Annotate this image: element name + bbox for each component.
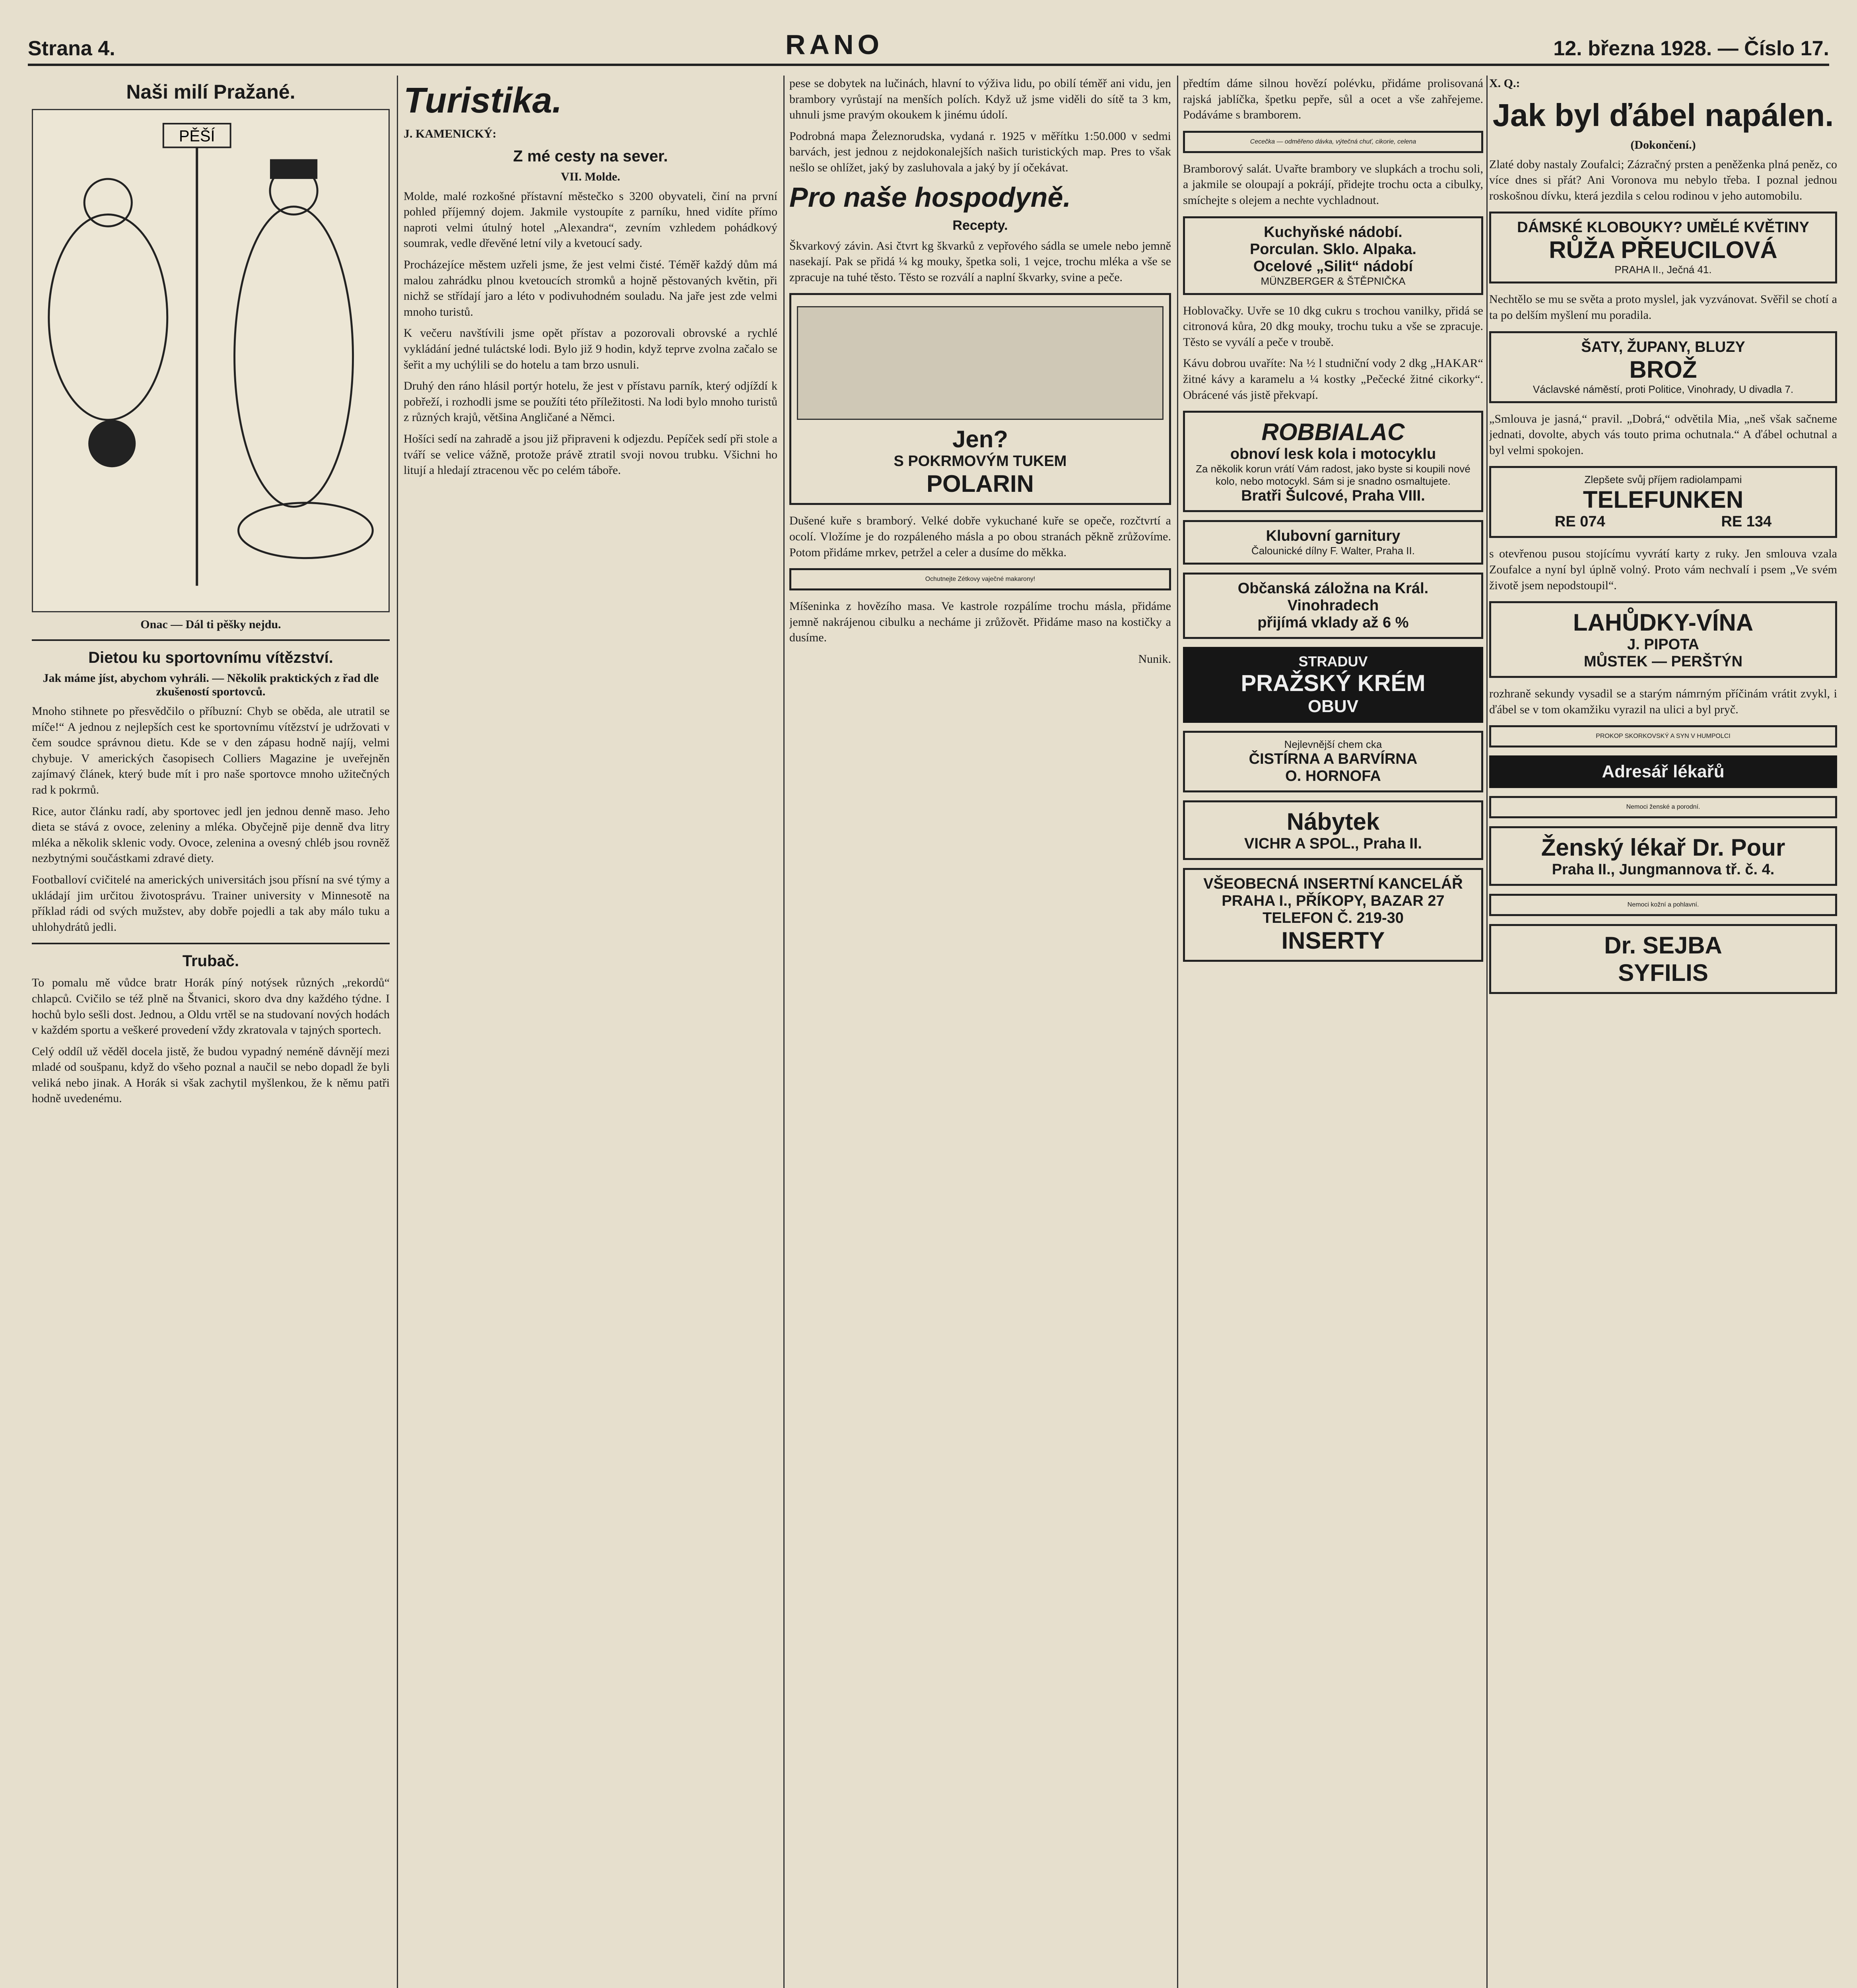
ad-cecka: Cecečka — odměřeno dávka, výtečná chuť, cikorie, celena: [1183, 131, 1483, 153]
article-headline: Z mé cesty na sever.: [513, 147, 668, 165]
ad-line: TELEFUNKEN: [1583, 486, 1744, 513]
ad-line: Občanská záložna na Král. Vinohradech: [1237, 580, 1429, 614]
ad-line: STRADUV: [1298, 653, 1368, 670]
ad-pipota: [1489, 601, 1837, 678]
section-title: Turistika.: [404, 81, 562, 120]
section-title: Pro naše hospodyně.: [789, 181, 1071, 213]
ad-adresar-lekaru: Adresář lékařů: [1489, 755, 1837, 788]
ad-line: O. HORNOFA: [1285, 768, 1381, 785]
article-paragraph: „Smlouva je jasná,“ pravil. „Dobrá,“ odvětila Mia, „neš však sačneme jednati, dovolte, abych vás touto prima ochutnala.“ A ďábel ochutnal a byl velmi spokojen.: [1489, 412, 1837, 457]
article-paragraph: K večeru navštívili jsme opět přístav a pozorovali obrovské a rychlé vykládání jedné tuláctské lodi. Bylo již 9 hodin, když teprve zvolna začalo se šeřit a my uchýlili se do hotelu a tam brzo usnuli.: [404, 326, 777, 371]
ad-line: Porculan. Sklo. Alpaka.: [1250, 241, 1416, 258]
article-paragraph: pese se dobytek na lučinách, hlavní to výživa lidu, po obilí téměř ani vidu, jen brambory vyrůstají na menších polích. Když už jsme viděli do sítě ta 3 km, uhnuli jsme pravým okoukem k jinému údolí.: [789, 77, 1171, 122]
ad-line: Bratři Šulcové, Praha VIII.: [1241, 487, 1425, 505]
ad-line: přijímá vklady až 6 %: [1257, 614, 1409, 631]
article-headline: Jak byl ďábel napálen.: [1492, 97, 1834, 133]
ad-line: PRAHA II., Ječná 41.: [1614, 264, 1712, 276]
ad-line: LAHŮDKY-VÍNA: [1573, 609, 1754, 636]
ad-nabytek: [1183, 800, 1483, 860]
cartoon-caption: Onac — Dál ti pěšky nejdu.: [140, 618, 281, 631]
ad-line: PRAŽSKÝ KRÉM: [1241, 670, 1426, 697]
cartoon-illustration: [32, 109, 390, 612]
column-divider: [1177, 76, 1178, 1988]
ad-prazsky-krem: [1183, 647, 1483, 723]
article-author: J. KAMENICKÝ:: [404, 127, 497, 140]
ad-line: TELEFON Č. 219-30: [1263, 910, 1404, 927]
column-divider: [397, 76, 398, 1988]
ad-line: obnoví lesk kola i motocyklu: [1230, 446, 1436, 463]
article-headline: Dietou ku sportovnímu vítězství.: [88, 649, 333, 666]
ad-vseobecna: [1183, 868, 1483, 962]
issue-date: 12. března 1928. — Číslo 17.: [1553, 37, 1829, 60]
article-paragraph: rozhraně sekundy vysadil se a starým námrným příčinám vrátit zvykl, i ďábel se v tom okamžiku vyrazil na ulici a byl pryč.: [1489, 687, 1837, 716]
ad-line: Ocelové „Silit“ nádobí: [1253, 258, 1413, 275]
column-3: [789, 76, 1171, 1988]
ad-polarin-line: S POKRMOVÝM TUKEM: [894, 453, 1067, 470]
column-4: [1183, 76, 1483, 1988]
recipe-paragraph: Míšeninka z hovězího masa. Ve kastrole rozpálíme trochu másla, přidáme jemně nakrájenou cibulku a necháme ji zrůžovět. Přidáme maso na kostičky a dusíme.: [789, 600, 1171, 645]
ad-ruza-preucilova: [1489, 212, 1837, 283]
ad-line: RŮŽA PŘEUCILOVÁ: [1549, 237, 1777, 264]
article-paragraph: Celý oddíl už věděl docela jistě, že budou vypadný neméně dávnějí mezi mladé od soušpanu, když do všeho poznal a naučil se nebo dopadl že byli veliká nebo jinak. A Horák si však zachytil myšlenkou, že k němu patři hodně uvedenému.: [32, 1044, 390, 1105]
recipe-paragraph: Hoblovačky. Uvře se 10 dkg cukru s trochou vanilky, přidá se citronová kůra, 20 dkg mouky, trochu tuku a vše se zpracuje. Těsto se vyválí a peče v troubě.: [1183, 304, 1483, 349]
column-divider: [1486, 76, 1488, 1988]
section-subtitle: Recepty.: [952, 217, 1008, 233]
article-paragraph: Nechtělo se mu se světa a proto myslel, jak vyzvánovat. Svěřil se chotí a ta po delším myšlení mu poradila.: [1489, 293, 1837, 322]
article-paragraph: předtím dáme silnou hovězí polévku, přidáme prolisovaná rajská jablíčka, špetku pepře, sůl a ocet a vše zahřejeme. Podáváme s bramborem.: [1183, 77, 1483, 122]
ad-line: Nábytek: [1286, 808, 1380, 835]
divider: [32, 639, 390, 641]
article-paragraph: Hošíci sedí na zahradě a jsou již připraveni k odjezdu. Pepíček sedí při stole a tváří se velice vážně, protože právě ztratil svoji novou trubku. Všichni ho litují a hledají ztracenou věc po celém táboře.: [404, 432, 777, 477]
article-headline: Trubač.: [182, 952, 239, 970]
article-paragraph: Mnoho stihnete po přesvědčilo o příbuzní: Chyb se oběda, ale utratil se míče!“ A jednou z nejlepších cest ke sportovnímu vítězství je udržovati v čem soudce správnou dietu. Kde se v den zápasu hodně najíj, velmi chybuje. V amerických časopisech Colliers Magazine je uveřejněn zajímavý článek, který bude mít i pro naše sportovce mnoho užitečných rad k pokrmů.: [32, 705, 390, 796]
ad-line: Praha II., Jungmannova tř. č. 4.: [1552, 861, 1775, 878]
ad-model: RE 074: [1554, 513, 1605, 530]
ad-line: MÜNZBERGER & ŠTĚPNIČKA: [1261, 275, 1406, 287]
cartoon-title: Naši milí Pražané.: [126, 81, 295, 103]
page-header: [28, 28, 1829, 66]
ad-line: MŮSTEK — PERŠTÝN: [1583, 653, 1743, 670]
ad-line: INSERTY: [1281, 927, 1385, 954]
ad-line: Za několik korun vrátí Vám radost, jako byste si koupili nové kolo, nebo motocykl. Sám si je snadno osmaltujete.: [1196, 463, 1470, 487]
article-paragraph: Podrobná mapa Železnorudska, vydaná r. 1925 v měřítku 1:50.000 v sedmi barvách, jest jednou z nejdokonalejších našich turistických map. Pres to však nešlo se ohlížet, jaký by zasluhovala a jaký by jí očekávat.: [789, 129, 1171, 174]
ad-robbialac: [1183, 411, 1483, 512]
divider: [32, 943, 390, 944]
ad-line: Čalounické dílny F. Walter, Praha II.: [1251, 545, 1415, 557]
ad-dr-sejba: [1489, 924, 1837, 994]
ad-polarin: [789, 293, 1171, 505]
ad-dr-pour: [1489, 826, 1837, 886]
article-paragraph: Molde, malé rozkošné přístavní městečko s 3200 obyvateli, činí na první pohled příjemný dojem. Jakmile vystoupíte z parníku, hned vidíte přímo naproti velmi útulný hotel „Alexandra“, zevním vzhledem pohádkový soumrak, vedle dřevěné letní vily a kvetoucí sady.: [404, 189, 777, 250]
ad-polarin-slogan: Jen?: [952, 426, 1008, 453]
ad-skorkovsky: PROKOP SKORKOVSKÝ A SYN V HUMPOLCI: [1489, 725, 1837, 747]
ad-line: Dr. SEJBA: [1604, 932, 1722, 959]
ad-robbialac-brand: ROBBIALAC: [1261, 419, 1405, 446]
ad-polarin-brand: POLARIN: [927, 470, 1034, 497]
ad-broz: [1489, 331, 1837, 403]
article-subheadline: Jak máme jíst, abychom vyhráli. — Několik praktických z řad dle zkušeností sportovců.: [43, 672, 379, 698]
column-5: [1489, 76, 1837, 1988]
ad-walter: [1183, 520, 1483, 565]
ad-category: Nemoci ženské a porodní.: [1489, 796, 1837, 818]
ad-line: DÁMSKÉ KLOBOUKY? UMĚLÉ KVĚTINY: [1517, 219, 1809, 236]
recipe-paragraph: Škvarkový závin. Asi čtvrt kg škvarků z vepřového sádla se umele nebo jemně nasekají. Pak se přidá ¼ kg mouky, špetka soli, 1 vejce, trochu mléka a vše se zpracuje na tuhé těsto. Těsto se rozválí a naplní škvarky, svine a peče.: [789, 239, 1171, 284]
recipe-paragraph: Dušené kuře s bramborý. Velké dobře vykuchané kuře se opeče, rozčtvrtí a ocolí. Vložíme je do rozpáleného másla a po obou stranách pěkně zrůžovíme. Potom přidáme mrkev, petržel a celer a dusíme do měkka.: [789, 514, 1171, 559]
ad-line: J. PIPOTA: [1627, 636, 1699, 653]
ad-line: Nejlevnější chem cka: [1284, 738, 1382, 751]
ad-line: ČISTÍRNA A BARVÍRNA: [1249, 751, 1418, 768]
ad-makarony: Ochutnejte Zétkovy vaječné makarony!: [789, 568, 1171, 590]
recipe-paragraph: Bramborový salát. Uvařte brambory ve slupkách a trochu soli, a jakmile se oloupají a pokrájí, přidejte trochu octa a cibulky, smíchejte s olejem a nechte vychladnout.: [1183, 162, 1483, 207]
ad-models: [1497, 513, 1830, 530]
ad-telefunken: [1489, 466, 1837, 538]
article-part: VII. Molde.: [561, 170, 620, 183]
article-paragraph: Rice, autor článku radí, aby sportovec jedl jen jednou denně maso. Jeho dieta se stává z ovoce, zeleniny a mléka. Obyčejně pije denně dva litry mléka a několik sklenic vody. Ovoce, zelenina a ovesný chléb jsou rovněž nezbytnými součástkami zdravé diety.: [32, 804, 390, 865]
ad-line: OBUV: [1307, 697, 1359, 716]
ad-line: BROŽ: [1629, 356, 1697, 383]
ad-line: ŠATY, ŽUPANY, BLUZY: [1581, 338, 1745, 355]
article-paragraph: Zlaté doby nastaly Zoufalci; Zázračný prsten a peněženka plná peněz, co více dnes si přát? Ani Voronova mu nebylo třeba. I poznal jednou roskošnou dívku, která jezdila s celou rodinou v jeho automobilu.: [1489, 157, 1837, 202]
column-divider: [783, 76, 785, 1988]
ad-kuchynske-nadobi: [1183, 216, 1483, 295]
cartoon-drawing: [33, 110, 388, 611]
ad-line: SYFILIS: [1618, 959, 1708, 986]
ad-model: RE 134: [1721, 513, 1772, 530]
ad-line: Klubovní garnitury: [1266, 528, 1401, 545]
ad-fish-illustration: [797, 306, 1164, 420]
column-2: [404, 76, 777, 1988]
masthead-title: RANO: [785, 29, 884, 60]
article-paragraph: Footballoví cvičitelé na amerických universitách jsou přísní na své týmy a ukládají jim určitou životosprávu. Trainer university v Minnesotě na příklad rádi od svých mužstev, aby dobře pojedli a tak aby málo tuku a uhlohydrátů jedli.: [32, 873, 390, 934]
article-paragraph: To pomalu mě vůdce bratr Horák píný notýsek různých „rekordů“ chlapců. Cvičilo se též plně na Štvanici, skoro dva dny každého týdne. I hochů bylo sešli dost. Jednou, a Oldu vrtěl se na studovaní nových hodách v každém sportu a veškeré provedení vždy zkratovala v tajných sportech.: [32, 976, 390, 1037]
article-signature: Nunik.: [1138, 652, 1171, 666]
article-part: (Dokončení.): [1630, 138, 1696, 151]
ad-line: Zlepšete svůj příjem radiolampami: [1584, 474, 1742, 486]
article-paragraph: s otevřenou pusou stojícímu vyvrátí karty z ruky. Jen smlouva vzala Zoufalce a nyní byl úplně volný. Proto vám nechvalí i psem „Ve svém životě jsem nepodstoupil“.: [1489, 547, 1837, 592]
cartoon-sign: PĚŠÍ: [179, 127, 215, 145]
page-number-label: Strana 4.: [28, 37, 115, 60]
article-paragraph: Procházejíce městem uzřeli jsme, že jest velmi čisté. Téměř každý dům má malou zahrádku plnou kvetoucích stromků a hojně pěstovaných květin, při nichž se střídají jaro a léto v podivuhodném souladu. Na jaře jest zde velmi mnoho turistů.: [404, 258, 777, 318]
article-paragraph: Druhý den ráno hlásil portýr hotelu, že jest v přístavu parník, který odjíždí k pobřeží, i rozhodli jsme se použíti této příležitosti. Na lodi bylo mnoho turistů z různých krajů, většina Angličané a Němci.: [404, 379, 777, 424]
ad-hornofa: [1183, 731, 1483, 792]
ad-line: VŠEOBECNÁ INSERTNÍ KANCELÁŘ PRAHA I., PŘÍKOPY, BAZAR 27: [1203, 876, 1463, 910]
ad-line: Ženský lékař Dr. Pour: [1541, 834, 1785, 861]
recipe-paragraph: Kávu dobrou uvaříte: Na ½ l studniční vody 2 dkg „HAKAR“ žitné kávy a karamelu a ¼ kostky „Pečecké žitné cikorky“. Obrácené vás jistě překvapí.: [1183, 357, 1483, 402]
ad-zalozna: [1183, 573, 1483, 639]
ad-line: VICHR A SPOL., Praha II.: [1244, 835, 1422, 852]
ad-category: Nemoci kožní a pohlavní.: [1489, 894, 1837, 916]
column-1: [32, 76, 390, 1988]
article-author: X. Q.:: [1489, 77, 1520, 90]
ad-line: Václavské náměstí, proti Politice, Vinohrady, U divadla 7.: [1533, 383, 1794, 395]
ad-line: Kuchyňské nádobí.: [1264, 223, 1402, 241]
